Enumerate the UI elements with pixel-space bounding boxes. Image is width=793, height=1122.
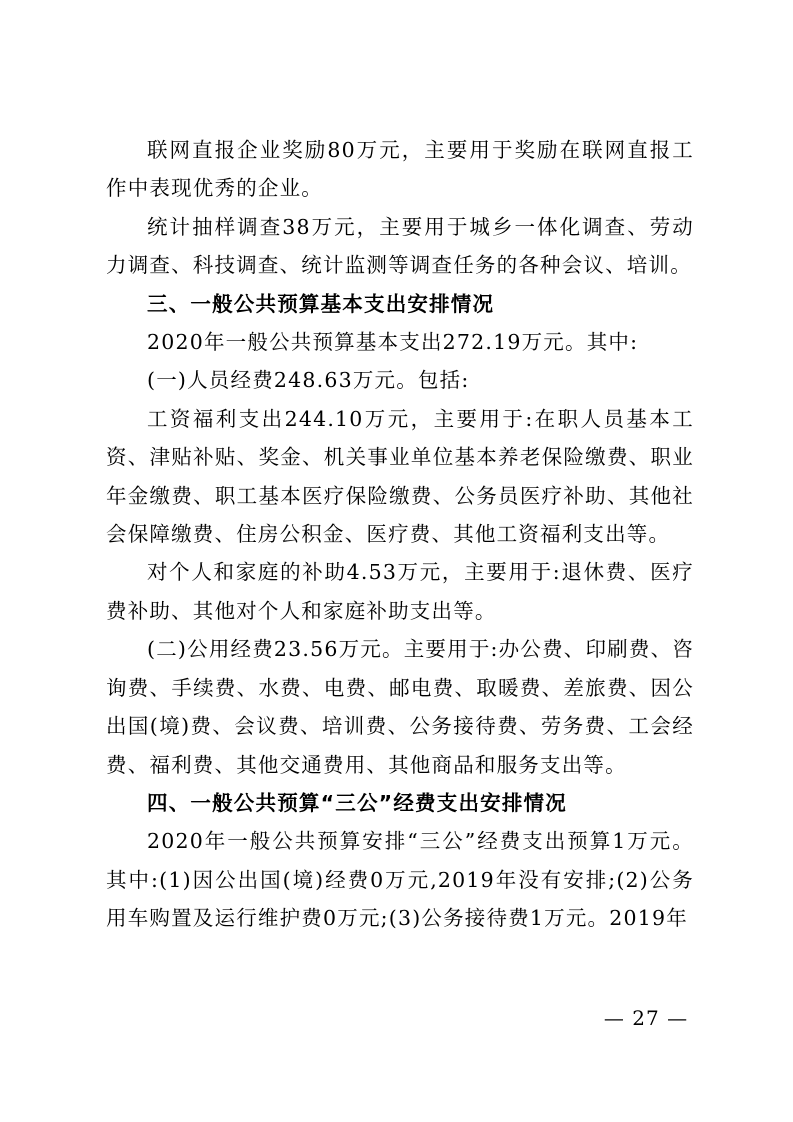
page-number: — 27 — (603, 1006, 689, 1030)
paragraph-sampling-survey: 统计抽样调查38万元，主要用于城乡一体化调查、劳动力调查、科技调查、统计监测等调查任务的各种会议、培训。 (106, 214, 694, 278)
section-heading-basic-expenditure: 三、一般公共预算基本支出安排情况 (147, 291, 495, 316)
paragraph-enterprise-reward: 联网直报企业奖励80万元，主要用于奖励在联网直报工作中表现优秀的企业。 (106, 138, 694, 201)
body-text (106, 131, 694, 938)
paragraph-public-expenses: (二)公用经费23.56万元。主要用于:办公费、印刷费、咨询费、手续费、水费、电费、邮电费、取暖费、差旅费、因公出国(境)费、会议费、培训费、公务接待费、劳务费、工会经费、福利费、其他交通费用、其他商品和服务支出等。 (106, 637, 694, 777)
paragraph-three-public-budget: 2020年一般公共预算安排“三公”经费支出预算1万元。其中:(1)因公出国(境)经费0万元,2019年没有安排;(2)公务用车购置及运行维护费0万元;(3)公务接待费1万元。2019年 (106, 829, 694, 931)
paragraph-personnel-expenses: (一)人员经费248.63万元。包括: (147, 368, 470, 393)
paragraph-basic-expenditure-total: 2020年一般公共预算基本支出272.19万元。其中: (147, 330, 639, 355)
section-heading-three-public: 四、一般公共预算“三公”经费支出安排情况 (147, 790, 567, 815)
paragraph-wages-welfare: 工资福利支出244.10万元，主要用于:在职人员基本工资、津贴补贴、奖金、机关事业单位基本养老保险缴费、职业年金缴费、职工基本医疗保险缴费、公务员医疗补助、其他社会保障缴费、住房公积金、医疗费、其他工资福利支出等。 (106, 406, 694, 547)
paragraph-household-subsidy: 对个人和家庭的补助4.53万元，主要用于:退休费、医疗费补助、其他对个人和家庭补助支出等。 (106, 560, 694, 623)
